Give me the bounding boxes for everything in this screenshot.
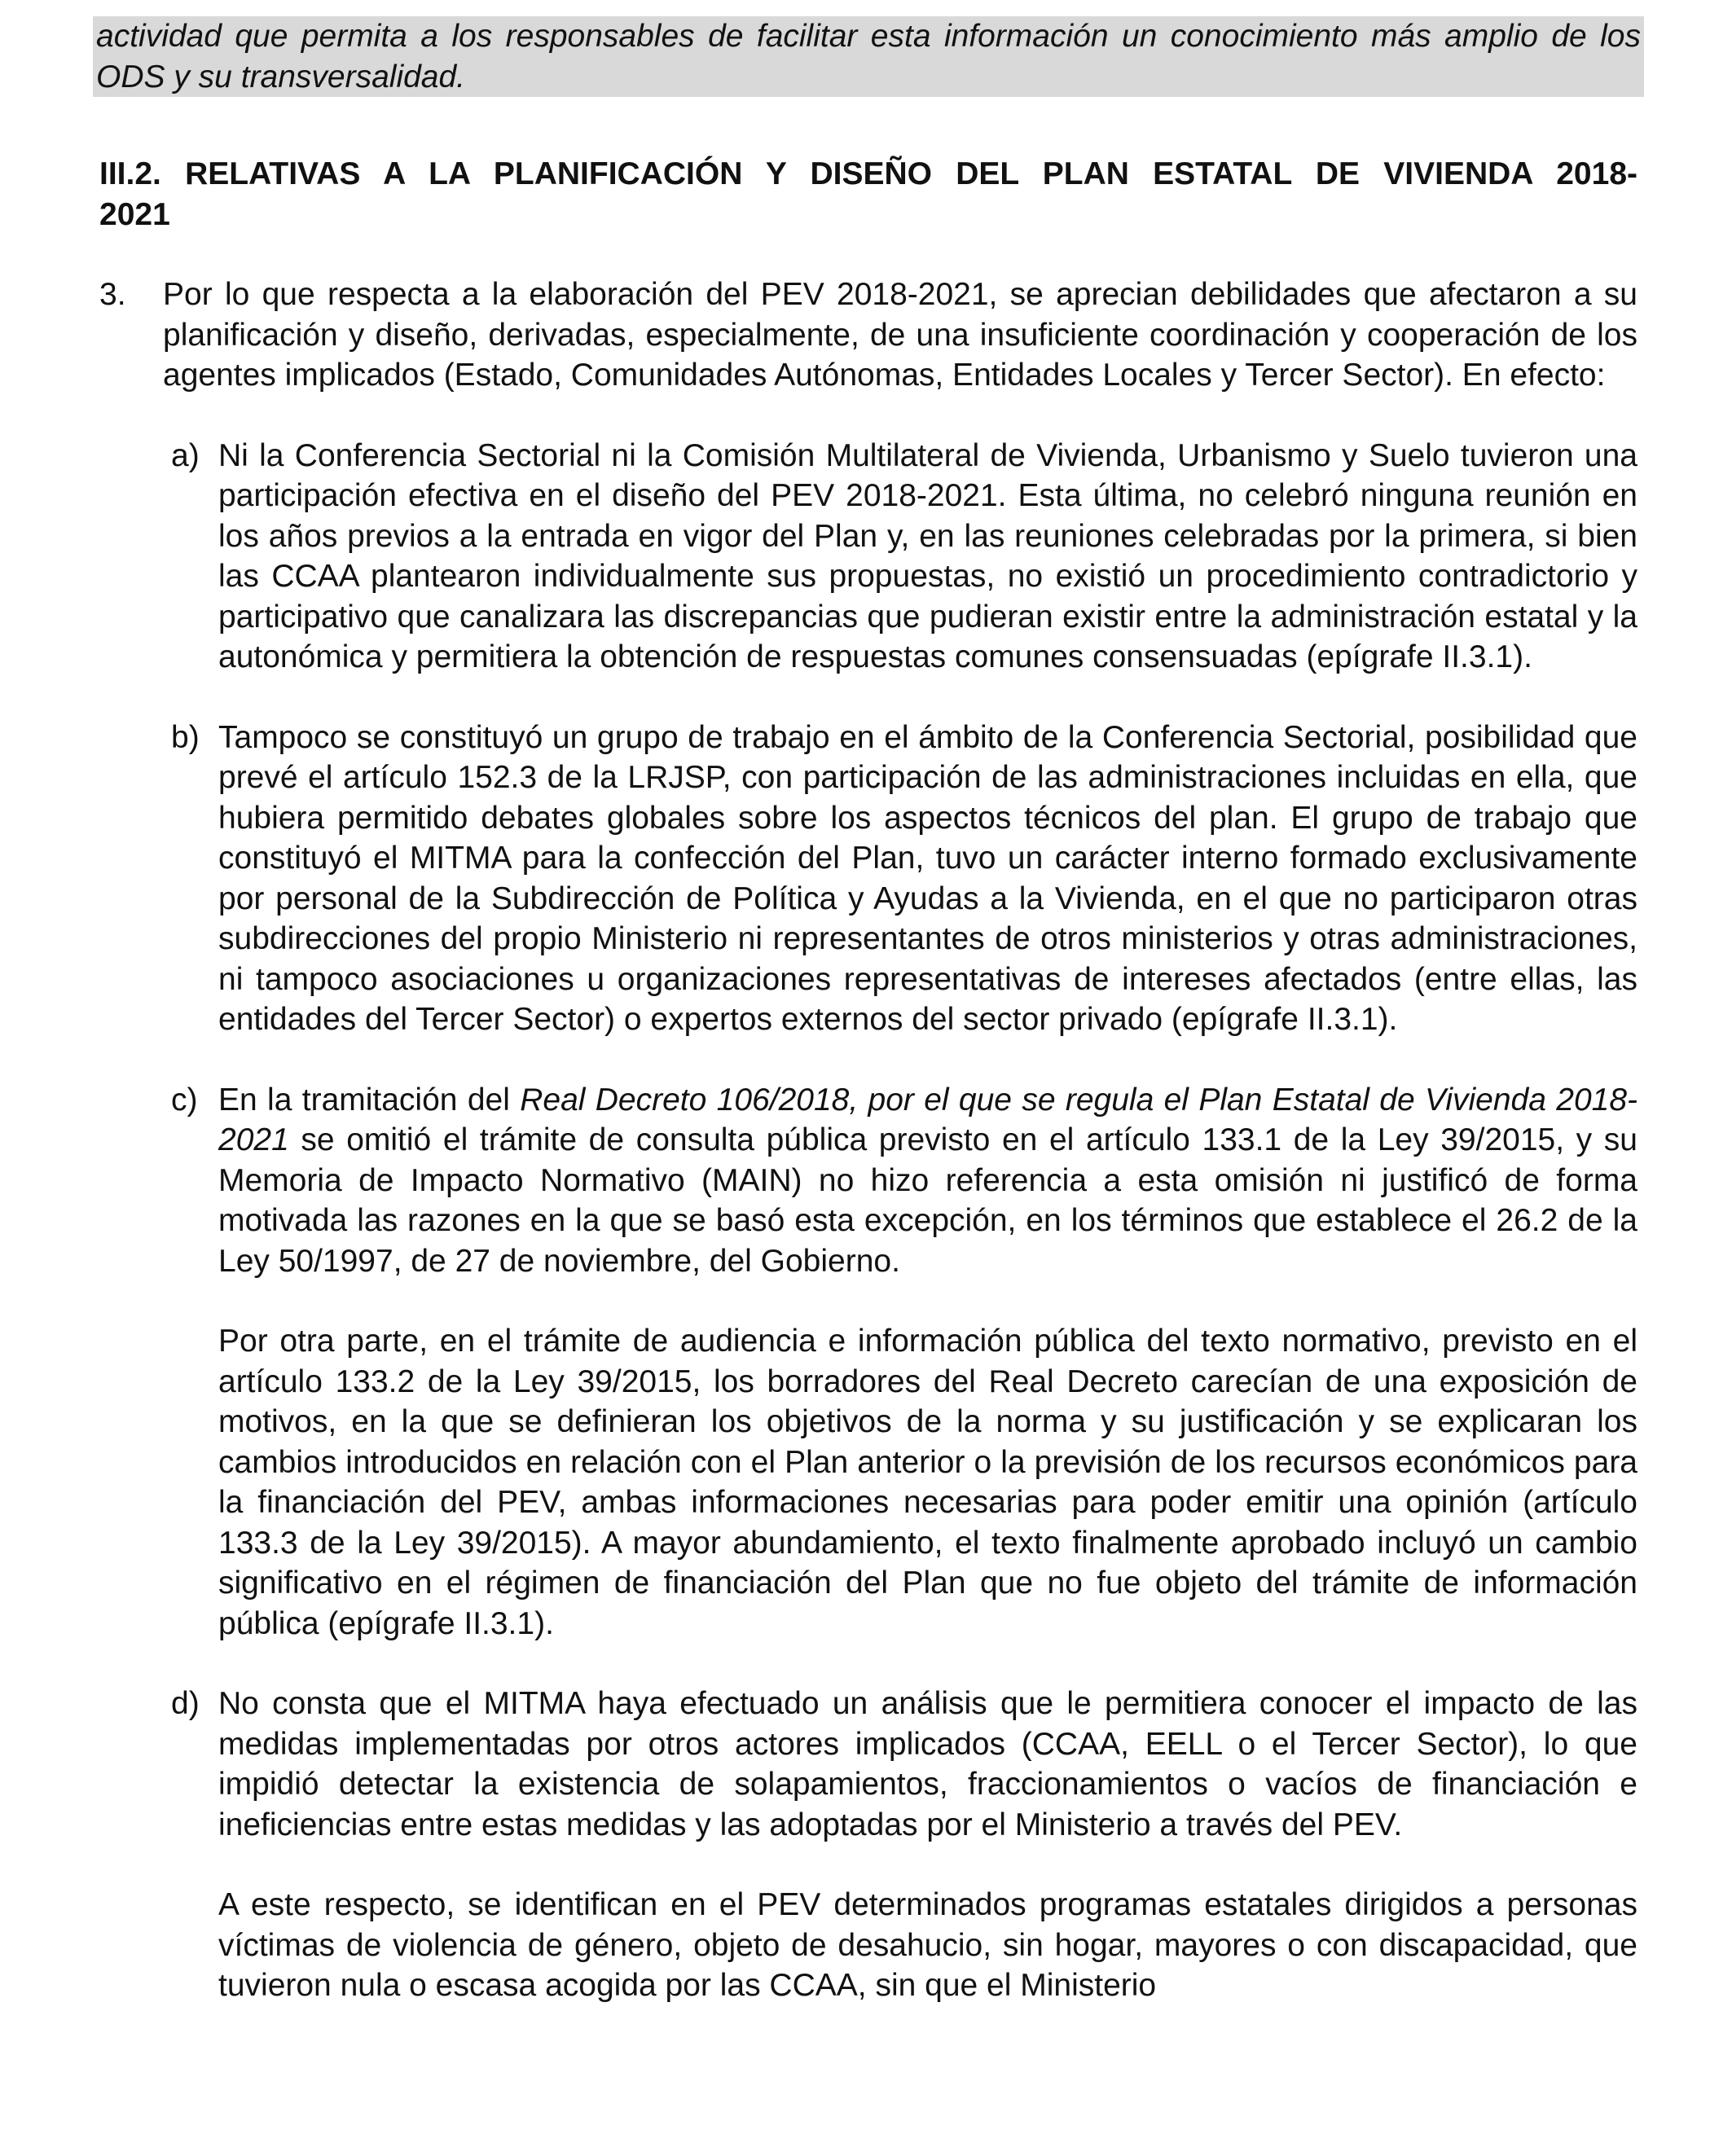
text-segment: En la tramitación del bbox=[218, 1082, 521, 1118]
sub-item-text bbox=[218, 1080, 1637, 1282]
conclusion-3 bbox=[99, 274, 1637, 396]
sub-item-label: a) bbox=[171, 437, 200, 473]
item-number: 3. bbox=[99, 277, 126, 312]
sub-item-label: b) bbox=[171, 719, 200, 755]
text-segment: se omitió el trámite de consulta pública previsto en el artículo 133.1 de la Ley 39/2015, y su Memoria de Impacto Normativo (MAIN) no hizo referencia a esta omisión ni justificó de forma motivada las razones en la que se basó esta excepción, en los términos que establece el 26.2 de la Ley 50/1997, de 27 de noviembre, del Gobierno. bbox=[218, 1122, 1637, 1279]
sub-item-d bbox=[171, 1684, 1637, 1845]
sub-item-text: No consta que el MITMA haya efectuado un análisis que le permitiera conocer el impacto de las medidas implementadas por otros actores implicados (CCAA, EELL o el Tercer Sector), lo que impidió detectar la existencia de solapamientos, fraccionamientos o vacíos de financiación e ineficiencias entre estas medidas y las adoptadas por el Ministerio a través del PEV. bbox=[218, 1686, 1637, 1842]
item-text: Por lo que respecta a la elaboración del PEV 2018-2021, se aprecian debilidades que afectaron a su planificación y diseño, derivadas, especialmente, de una insuficiente coordinación y cooperación de los agentes implicados (Estado, Comunidades Autónomas, Entidades Locales y Tercer Sector). En efecto: bbox=[163, 277, 1637, 393]
decree-title-italic: Real Decreto 106/2018, por el que se regula el Plan Estatal de Vivienda 2018-2021 bbox=[218, 1082, 1637, 1157]
sub-item-text: Tampoco se constituyó un grupo de trabajo en el ámbito de la Conferencia Sectorial, posibilidad que prevé el artículo 152.3 de la LRJSP, con participación de las administraciones incluidas en ella, que hubiera permitido debates globales sobre los aspectos técnicos del plan. El grupo de trabajo que constituyó el MITMA para la confección del Plan, tuvo un carácter interno formado exclusivamente por personal de la Subdirección de Política y Ayudas a la Vivienda, en el que no participaron otras subdirecciones del propio Ministerio ni representantes de otros ministerios y otras administraciones, ni tampoco asociaciones u organizaciones representativas de intereses afectados (entre ellas, las entidades del Tercer Sector) o expertos externos del sector privado (epígrafe II.3.1). bbox=[218, 719, 1637, 1037]
sub-item-c bbox=[171, 1080, 1637, 1282]
sub-item-d-continuation: A este respecto, se identifican en el PEV determinados programas estatales dirigidos a personas víctimas de violencia de género, objeto de desahucio, sin hogar, mayores o con discapacidad, que tuvieron nula o escasa acogida por las CCAA, sin que el Ministerio bbox=[218, 1887, 1637, 2003]
sub-item-b bbox=[171, 718, 1637, 1040]
carryover-recommendation: actividad que permita a los responsables de facilitar esta información un conocimiento más amplio de los ODS y su transversalidad. bbox=[93, 16, 1644, 97]
sub-item-text: Ni la Conferencia Sectorial ni la Comisión Multilateral de Vivienda, Urbanismo y Suelo tuvieron una participación efectiva en el diseño del PEV 2018-2021. Esta última, no celebró ninguna reunión en los años previos a la entrada en vigor del Plan y, en las reuniones celebradas por la primera, si bien las CCAA plantearon individualmente sus propuestas, no existió un procedimiento contradictorio y participativo que canalizara las discrepancias que pudieran existir entre la administración estatal y la autonómica y permitiera la obtención de respuestas comunes consensuadas (epígrafe II.3.1). bbox=[218, 437, 1637, 674]
sub-item-label: d) bbox=[171, 1686, 200, 1721]
sub-item-label: c) bbox=[171, 1082, 198, 1118]
sub-item-c-continuation: Por otra parte, en el trámite de audiencia e información pública del texto normativo, previsto en el artículo 133.2 de la Ley 39/2015, los borradores del Real Decreto carecían de una exposición de motivos, en la que se definieran los objetivos de la norma y su justificación y se explicaran los cambios introducidos en relación con el Plan anterior o la previsión de los recursos económicos para la financiación del PEV, ambas informaciones necesarias para poder emitir una opinión (artículo 133.3 de la Ley 39/2015). A mayor abundamiento, el texto finalmente aprobado incluyó un cambio significativo en el régimen de financiación del Plan que no fue objeto del trámite de información pública (epígrafe II.3.1). bbox=[218, 1324, 1637, 1641]
document-page bbox=[96, 16, 1641, 2006]
section-heading: III.2. RELATIVAS A LA PLANIFICACIÓN Y DISEÑO DEL PLAN ESTATAL DE VIVIENDA 2018-2021 bbox=[99, 156, 1637, 232]
sub-item-a bbox=[171, 436, 1637, 678]
